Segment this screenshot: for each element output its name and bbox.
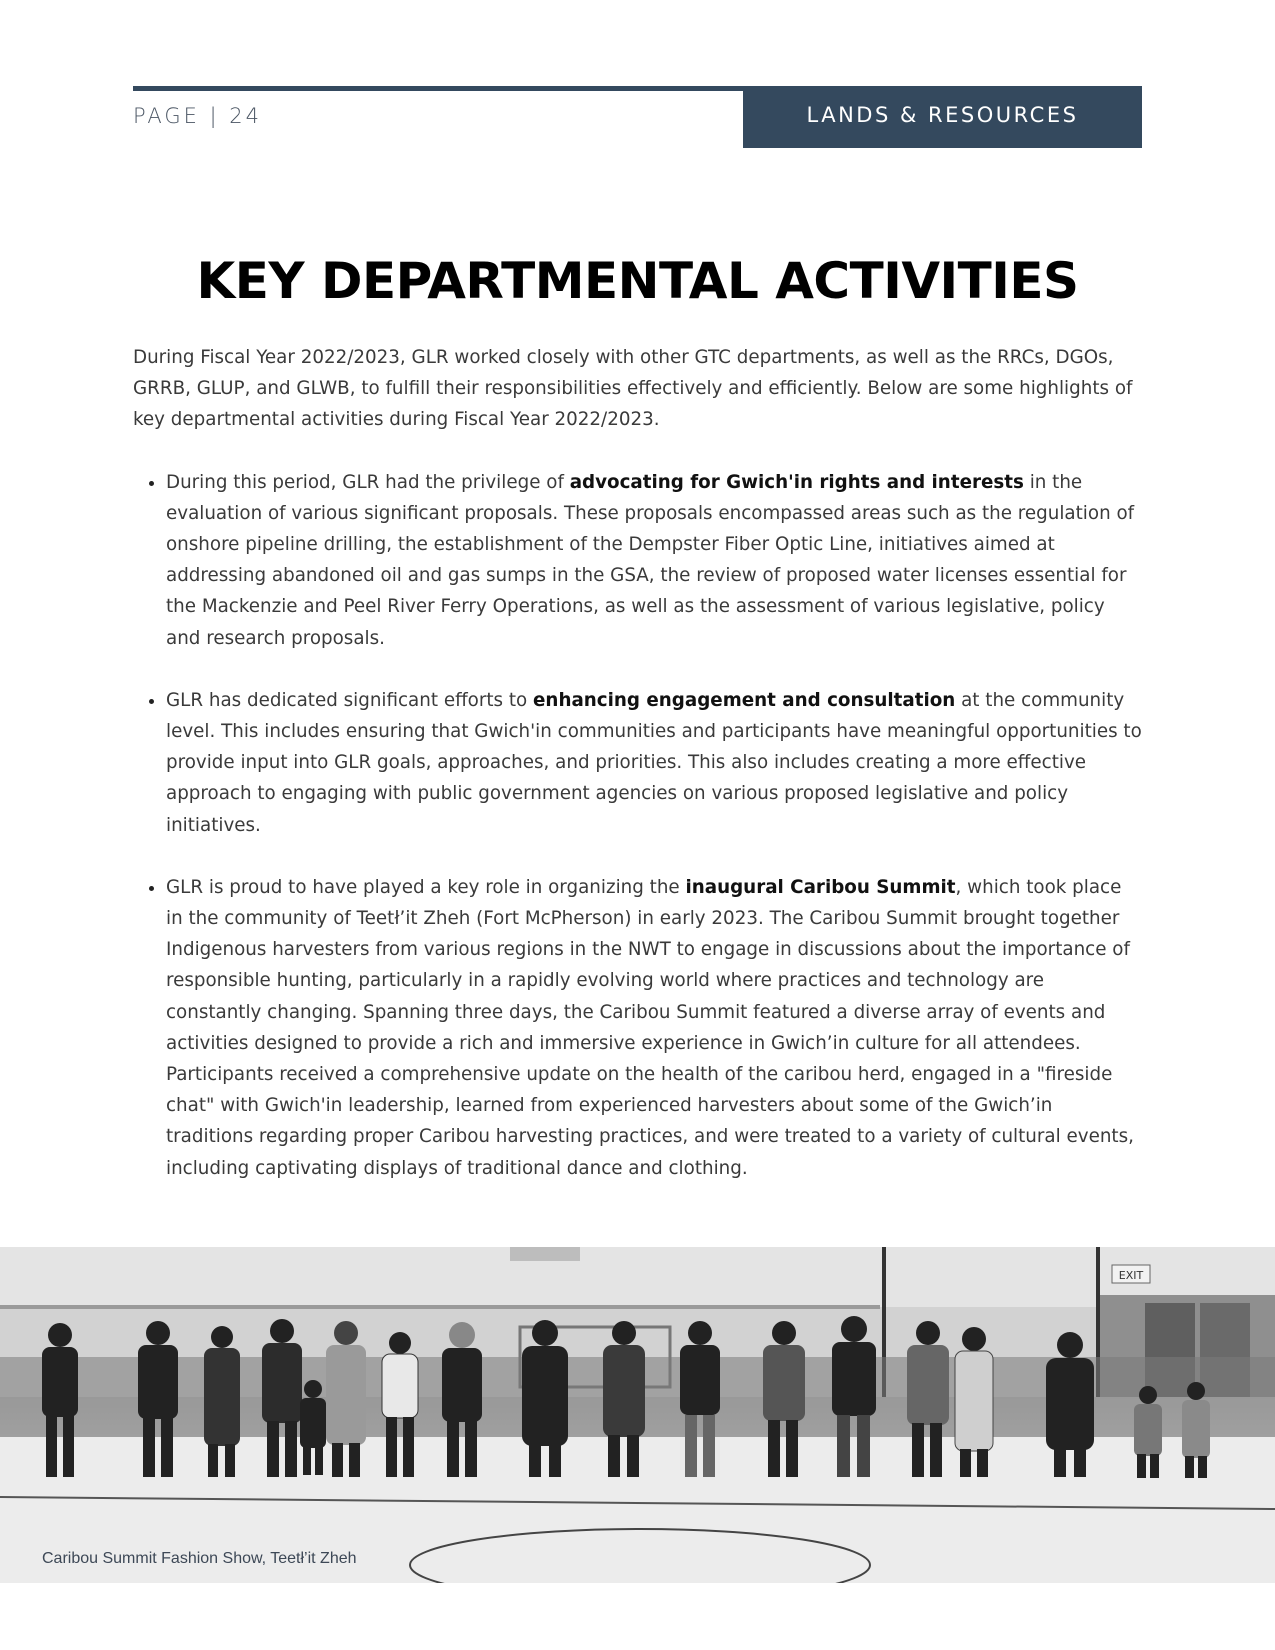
photo-caption: Caribou Summit Fashion Show, Teetł’it Zheh [42,1550,357,1567]
activity-highlight: enhancing engagement and consultation [533,689,956,711]
section-label: LANDS & RESOURCES [806,103,1079,127]
caribou-summit-photo [0,1247,1275,1583]
intro-paragraph: During Fiscal Year 2022/2023, GLR worked closely with other GTC departments, as well as the RRCs, DGOs, GRRB, GLUP, and GLWB, to fulfill their responsibilities effectively and efficiently. Below are some highlights of key departmental activities during Fiscal Year 2022/2023. [133,347,1133,431]
exit-sign-text: EXIT [1118,1269,1144,1282]
activity-text: During this period, GLR had the privilege of [166,471,570,493]
activity-text: , which took place in the community of Teetł’it Zheh (Fort McPherson) in early 2023. The Caribou Summit brought together Indigenous harvesters from various regions in the NWT to engage in discussions about the importance of responsible hunting, particularly in a rapidly evolving world where practices and technology are constantly changing. Spanning three days, the Caribou Summit featured a diverse array of events and activities designed to provide a rich and immersive experience in Gwich’in culture for all attendees. Participants received a comprehensive update on the health of the caribou herd, engaged in a "fireside chat" with Gwich'in leadership, learned from experienced harvesters about some of the Gwich’in traditions regarding proper Caribou harvesting practices, and were treated to a variety of cultural events, including captivating displays of traditional dance and clothing. [166,876,1134,1179]
section-tab [743,86,1142,148]
ceiling-light [510,1247,580,1261]
activity-list [133,467,1143,1184]
header-rule [133,86,743,91]
activity-text: in the evaluation of various significant proposals. These proposals encompassed areas such as the regulation of onshore pipeline drilling, the establishment of the Dempster Fiber Optic Line, initiatives aimed at addressing abandoned oil and gas sumps in the GSA, the review of proposed water licenses essential for the Mackenzie and Peel River Ferry Operations, as well as the assessment of various legislative, policy and research proposals. [166,471,1135,649]
page-title: KEY DEPARTMENTAL ACTIVITIES [196,252,1079,310]
body-content [133,342,1143,1215]
activity-text: at the community level. This includes ensuring that Gwich'in communities and participants have meaningful opportunities to provide input into GLR goals, approaches, and priorities. This also includes creating a more effective approach to engaging with public government agencies on various proposed legislative and policy initiatives. [166,689,1142,836]
page-number: PAGE | 24 [133,104,263,128]
activity-highlight: advocating for Gwich'in rights and interests [569,471,1024,493]
gym-ceiling-band [0,1247,1275,1307]
activity-text: GLR has dedicated significant efforts to [166,689,534,711]
activity-item [166,467,1143,654]
activity-item [166,872,1143,1184]
activity-highlight: inaugural Caribou Summit [685,876,956,898]
wall-stripe [0,1305,880,1309]
gym-scene [0,1247,1275,1583]
activity-item [166,685,1143,841]
activity-text: GLR is proud to have played a key role in organizing the [166,876,686,898]
